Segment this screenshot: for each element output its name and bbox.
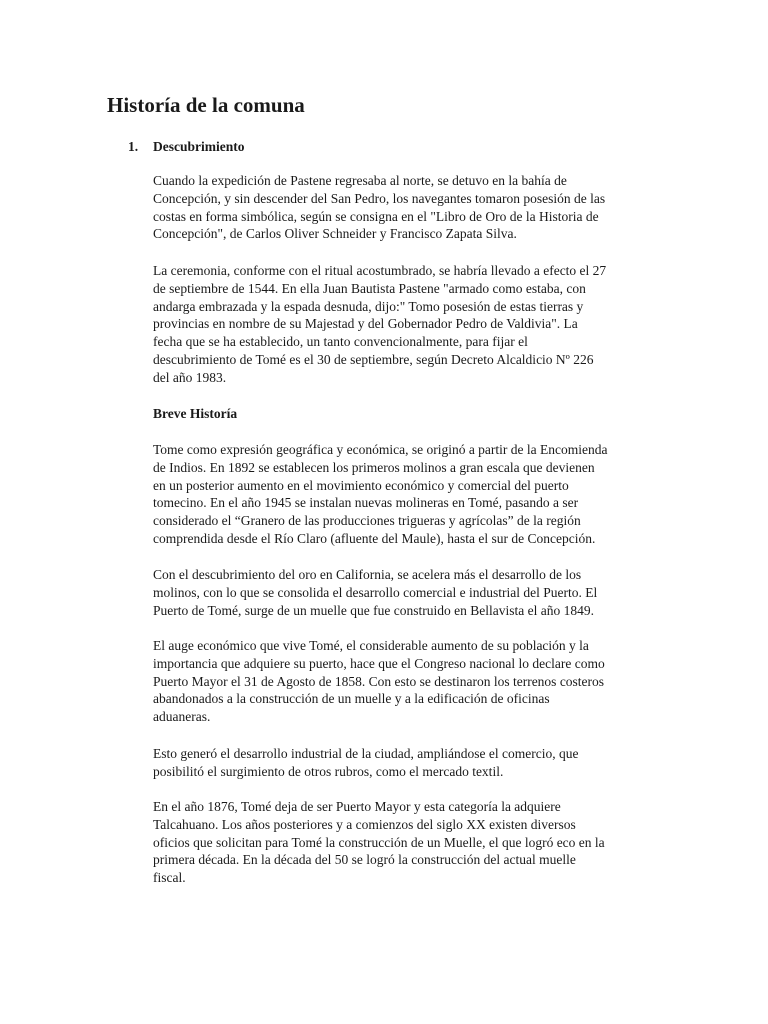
paragraph-line: considerado el “Granero de las producciones trigueras y agrícolas” de la región [153, 513, 581, 529]
paragraph-line: de Indios. En 1892 se establecen los primeros molinos a gran escala que devienen [153, 459, 595, 475]
paragraph-line: fecha que se ha establecido, un tanto convencionalmente, para fijar el [153, 334, 528, 350]
paragraph-line: de septiembre de 1544. En ella Juan Bautista Pastene "armado como estaba, con [153, 280, 586, 296]
paragraph-line: molinos, con lo que se consolida el desarrollo comercial e industrial del Puerto. El [153, 584, 598, 600]
paragraph-line: posibilitó el surgimiento de otros rubros, como el mercado textil. [153, 763, 504, 779]
paragraph [153, 566, 663, 619]
paragraph-line: Concepción, y sin descender del San Pedro, los navegantes tomaron posesión de las [153, 190, 606, 206]
paragraph [153, 798, 663, 887]
paragraph [153, 262, 663, 387]
paragraph-line: en un posterior aumento en el movimiento económico y comercial del puerto [153, 477, 569, 493]
section-heading-breve-historia: Breve Historía [153, 406, 238, 421]
paragraph-line: En el año 1876, Tomé deja de ser Puerto Mayor y esta categoría la adquiere [153, 799, 561, 814]
paragraph-line: provincias en nombre de su Majestad y del Gobernador Pedro de Valdivia". La [153, 316, 578, 332]
paragraph-line: Puerto de Tomé, surge de un muelle que fue construido en Bellavista el año 1849. [153, 602, 594, 618]
document-title: Historía de la comuna [107, 93, 305, 117]
paragraph-line: tomecino. En el año 1945 se instalan nuevas molineras en Tomé, pasando a ser [153, 495, 579, 511]
paragraph-line: descubrimiento de Tomé es el 30 de septiembre, según Decreto Alcaldicio Nº 226 [153, 351, 594, 367]
paragraph [153, 637, 663, 726]
paragraph-line: del año 1983. [153, 369, 227, 385]
paragraph-line: El auge económico que vive Tomé, el considerable aumento de su población y la [153, 638, 589, 653]
paragraph-line: Cuando la expedición de Pastene regresaba al norte, se detuvo en la bahía de [153, 173, 567, 188]
paragraph-line: aduaneras. [153, 709, 211, 725]
paragraph-line: importancia que adquiere su puerto, hace que el Congreso nacional lo declare como [153, 655, 605, 671]
paragraph-line: Con el descubrimiento del oro en California, se acelera más el desarrollo de los [153, 567, 582, 582]
paragraph-line: Tome como expresión geográfica y económica, se originó a partir de la Encomienda [153, 442, 608, 457]
paragraph-line: Esto generó el desarrollo industrial de la ciudad, ampliándose el comercio, que [153, 746, 579, 761]
paragraph-line: Talcahuano. Los años posteriores y a comienzos del siglo XX existen diversos [153, 816, 576, 832]
paragraph-line: primera década. En la década del 50 se logró la construcción del actual muelle [153, 852, 576, 868]
section-heading-descubrimiento: Descubrimiento [153, 139, 245, 154]
paragraph-line: Concepción", de Carlos Oliver Schneider y Francisco Zapata Silva. [153, 226, 517, 242]
paragraph-line: andarga embrazada y la espada desnuda, dijo:" Tomo posesión de estas tierras y [153, 298, 584, 314]
list-number: 1. [128, 139, 139, 154]
paragraph-line: fiscal. [153, 870, 186, 886]
paragraph-line: comprendida desde el Río Claro (afluente del Maule), hasta el sur de Concepción. [153, 530, 596, 546]
paragraph-line: oficios que solicitan para Tomé la construcción de un Muelle, el que logró eco en la [153, 834, 605, 850]
paragraph-line: abandonados a la construcción de un muelle y a la edificación de oficinas [153, 691, 550, 707]
paragraph-line: Puerto Mayor el 31 de Agosto de 1858. Con esto se destinaron los terrenos costeros [153, 673, 605, 689]
paragraph-line: La ceremonia, conforme con el ritual acostumbrado, se habría llevado a efecto el 27 [153, 263, 607, 278]
paragraph [153, 441, 663, 548]
paragraph-line: costas en forma simbólica, según se consigna en el "Libro de Oro de la Historia de [153, 208, 599, 224]
paragraph [153, 745, 663, 781]
paragraph [153, 172, 663, 243]
